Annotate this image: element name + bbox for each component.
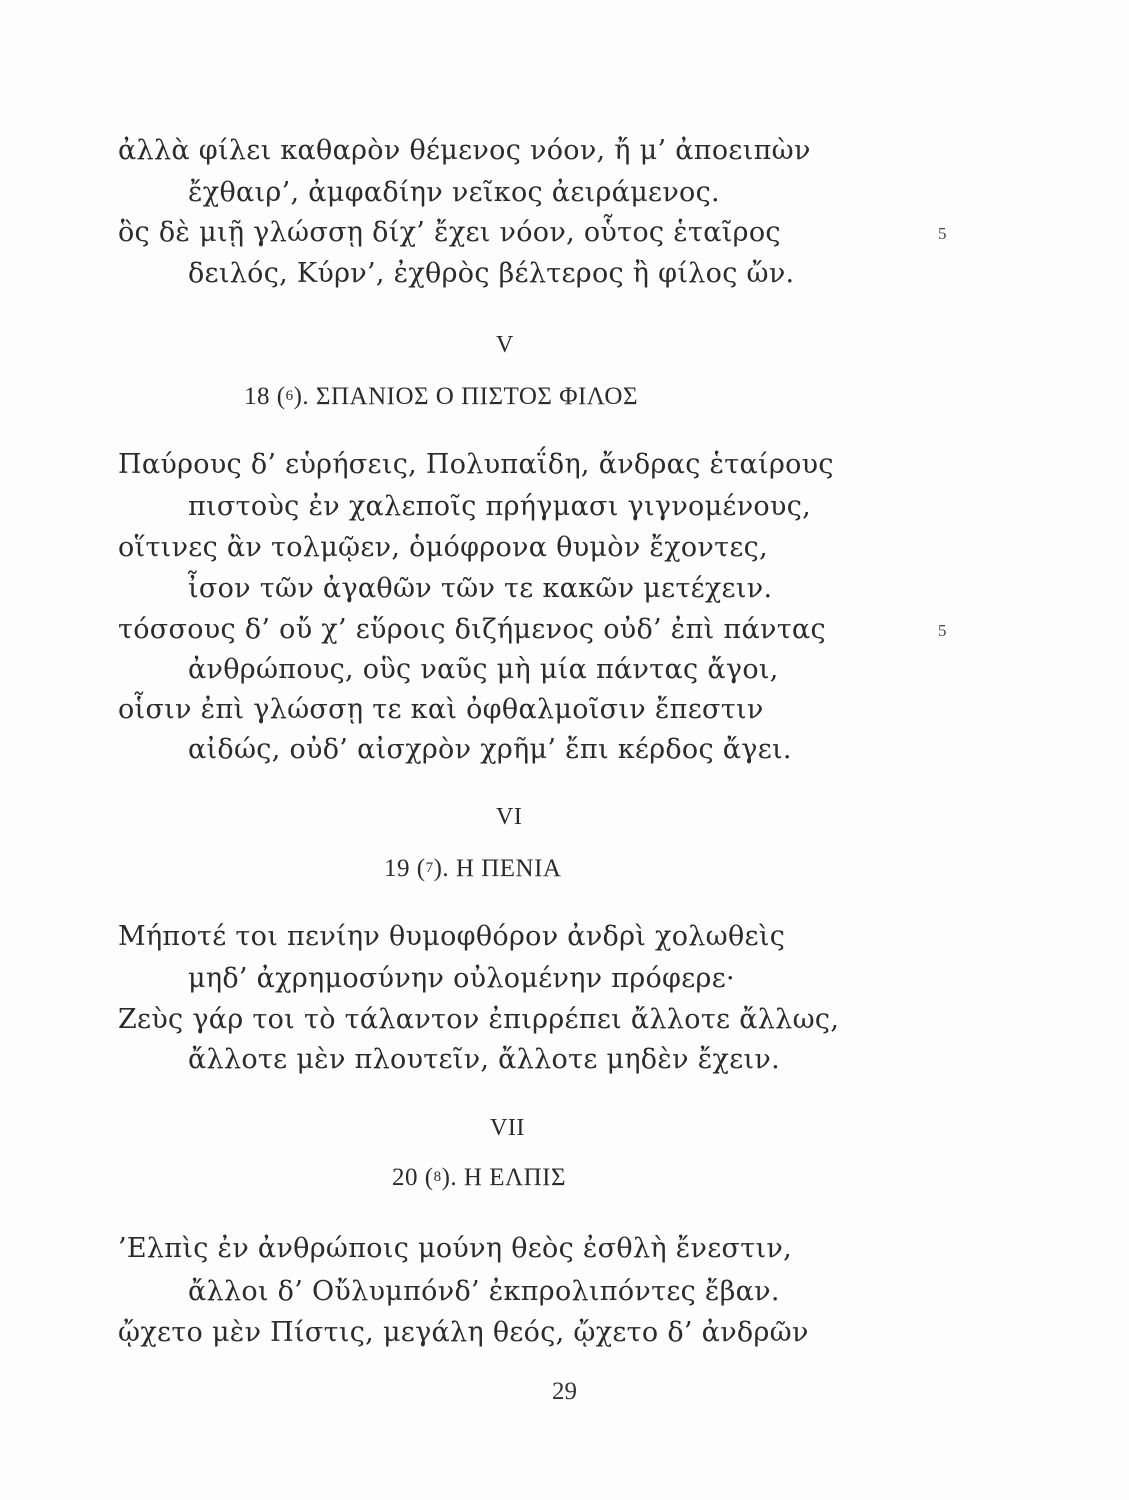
heading-title: ). Η ΠΕΝΙΑ [433,855,562,882]
verse-line: Παύρους δ’ εὑρήσεις, Πολυπαΐδη, ἄνδρας ἑταίρους [118,449,834,480]
section-heading [384,853,561,884]
section-heading [392,1162,566,1193]
verse-line: τόσσους δ’ οὔ χ’ εὕροις διζήμενος οὐδ’ ἐπὶ πάντας [118,614,826,645]
verse-line: ἔχθαιρ’, ἀμφαδίην νεῖκος ἀειράμενος. [188,177,720,208]
verse-line: Μήποτέ τοι πενίην θυμοφθόρον ἀνδρὶ χολωθεὶς [118,921,786,952]
section-roman-numeral: VI [496,804,523,830]
line-number: 5 [938,224,947,243]
verse-line: ἶσον τῶν ἀγαθῶν τῶν τε κακῶν μετέχειν. [188,573,773,604]
verse-line: δειλός, Κύρν’, ἐχθρὸς βέλτερος ἢ φίλος ὤν. [188,258,795,289]
verse-line: ᾤχετο μὲν Πίστις, μεγάλη θεός, ᾤχετο δ’ ἀνδρῶν [118,1317,809,1348]
verse-line: Ζεὺς γάρ τοι τὸ τάλαντον ἐπιρρέπει ἄλλοτε ἄλλως, [118,1004,840,1035]
section-roman-numeral: V [496,332,514,358]
verse-line: ὃς δὲ μιῇ γλώσσῃ δίχ’ ἔχει νόον, οὗτος ἑταῖρος [118,217,781,248]
section-roman-numeral: VII [490,1115,525,1141]
heading-title: ). ΣΠΑΝΙΟΣ Ο ΠΙΣΤΟΣ ΦΙΛΟΣ [293,383,639,410]
verse-line: ἄλλοι δ’ Οὔλυμπόνδ’ ἐκπρολιπόντες ἔβαν. [188,1276,780,1307]
verse-line: αἰδώς, οὐδ’ αἰσχρὸν χρῆμ’ ἔπι κέρδος ἄγει. [188,734,792,765]
verse-line: μηδ’ ἀχρημοσύνην οὐλομένην πρόφερε· [188,963,735,994]
line-number: 5 [938,621,947,640]
heading-number: 20 ( [392,1164,434,1191]
heading-title: ). Η ΕΛΠΙΣ [441,1164,567,1191]
verse-line: ’Ελπὶς ἐν ἀνθρώποις μούνη θεὸς ἐσθλὴ ἔνεστιν, [118,1233,792,1264]
page-number: 29 [552,1378,577,1405]
heading-note-ref: 6 [285,388,294,404]
verse-line: ἄλλοτε μὲν πλουτεῖν, ἄλλοτε μηδὲν ἔχειν. [188,1044,780,1075]
verse-line: οἵτινες ἂν τολμῷεν, ὁμόφρονα θυμὸν ἔχοντες, [118,532,768,563]
verse-line: ἀλλὰ φίλει καθαρὸν θέμενος νόον, ἤ μ’ ἀποειπὼν [118,135,811,166]
heading-note-ref: 8 [433,1169,442,1185]
heading-note-ref: 7 [425,860,434,876]
heading-number: 18 ( [244,383,286,410]
verse-line: πιστοὺς ἐν χαλεποῖς πρήγμασι γιγνομένους, [188,491,812,522]
verse-line: ἀνθρώπους, οὓς ναῦς μὴ μία πάντας ἄγοι, [188,654,779,685]
section-heading [244,381,638,412]
heading-number: 19 ( [384,855,426,882]
verse-line: οἷσιν ἐπὶ γλώσσῃ τε καὶ ὀφθαλμοῖσιν ἔπεστιν [118,694,764,725]
